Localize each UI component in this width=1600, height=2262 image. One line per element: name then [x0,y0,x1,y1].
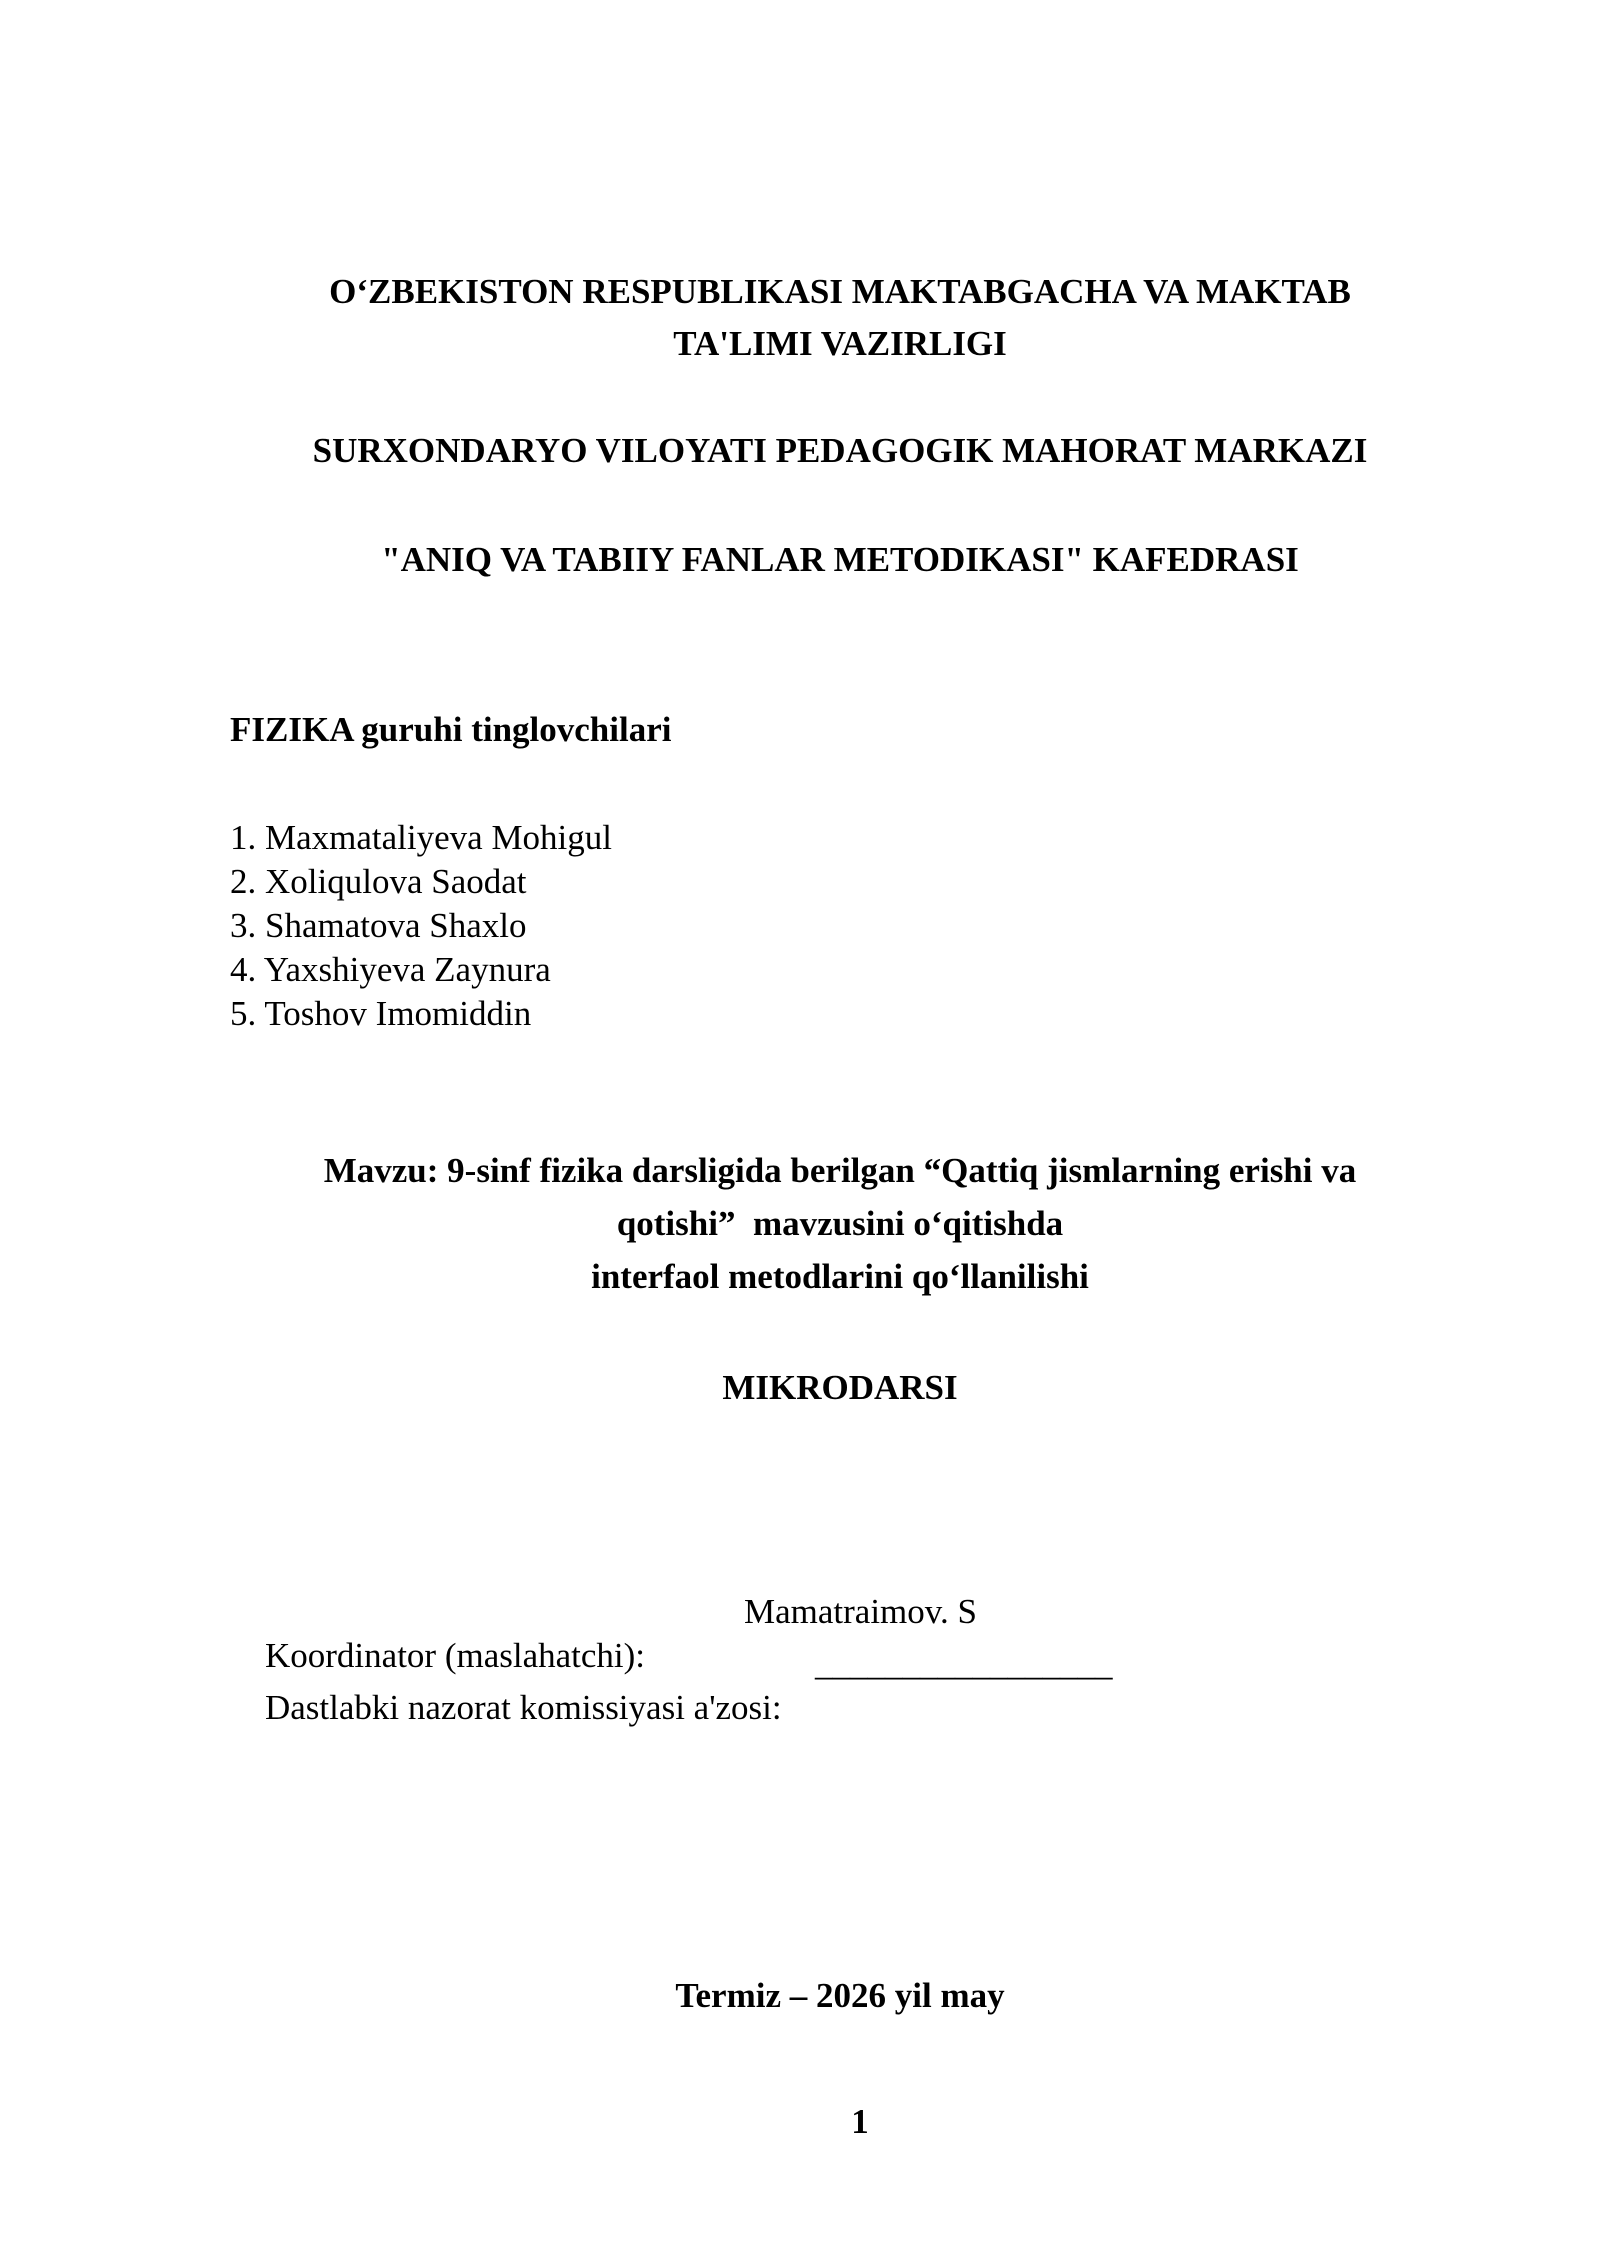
doc-type-heading: MIKRODARSI [722,1368,958,1407]
student-item: 4. Yaxshiyeva Zaynura [230,950,551,989]
students-list [230,816,612,1036]
commission-row [230,1642,1113,1818]
coordinator-label: Koordinator (maslahatchi): [265,1636,646,1675]
coordinator-name: Mamatraimov. S [744,1592,977,1631]
topic-line-1: Mavzu: 9-sinf fizika darsligida berilgan “Qattiq jismlarning erishi va [323,1151,1357,1190]
student-item: 3. Shamatova Shaxlo [230,906,527,945]
topic-line-3: interfaol metodlarini qo‘llanilishi [591,1257,1089,1296]
ministry-line-1: O‘ZBEKISTON RESPUBLIKASI MAKTABGACHA VA MAKTAB [329,272,1351,311]
topic-line-2: qotishi” mavzusini o‘qitishda [616,1204,1064,1243]
commission-label: Dastlabki nazorat komissiyasi a'zosi: [265,1688,782,1727]
ministry-line-2: TA'LIMI VAZIRLIGI [673,324,1007,363]
center-heading: SURXONDARYO VILOYATI PEDAGOGIK MAHORAT MARKAZI [312,431,1368,470]
group-title: FIZIKA guruhi tinglovchilari [230,710,672,749]
page-number: 1 [851,2102,869,2141]
topic-block [270,1144,1410,1303]
place-date: Termiz – 2026 yil may [675,1976,1005,2015]
student-item: 5. Toshov Imomiddin [230,994,532,1033]
department-heading: "ANIQ VA TABIIY FANLAR METODIKASI" KAFEDRASI [381,540,1299,579]
commission-signature-blank: _________________ [815,1644,1113,1683]
student-item: 2. Xoliqulova Saodat [230,862,527,901]
student-item: 1. Maxmataliyeva Mohigul [230,818,613,857]
ministry-heading [0,266,1600,370]
